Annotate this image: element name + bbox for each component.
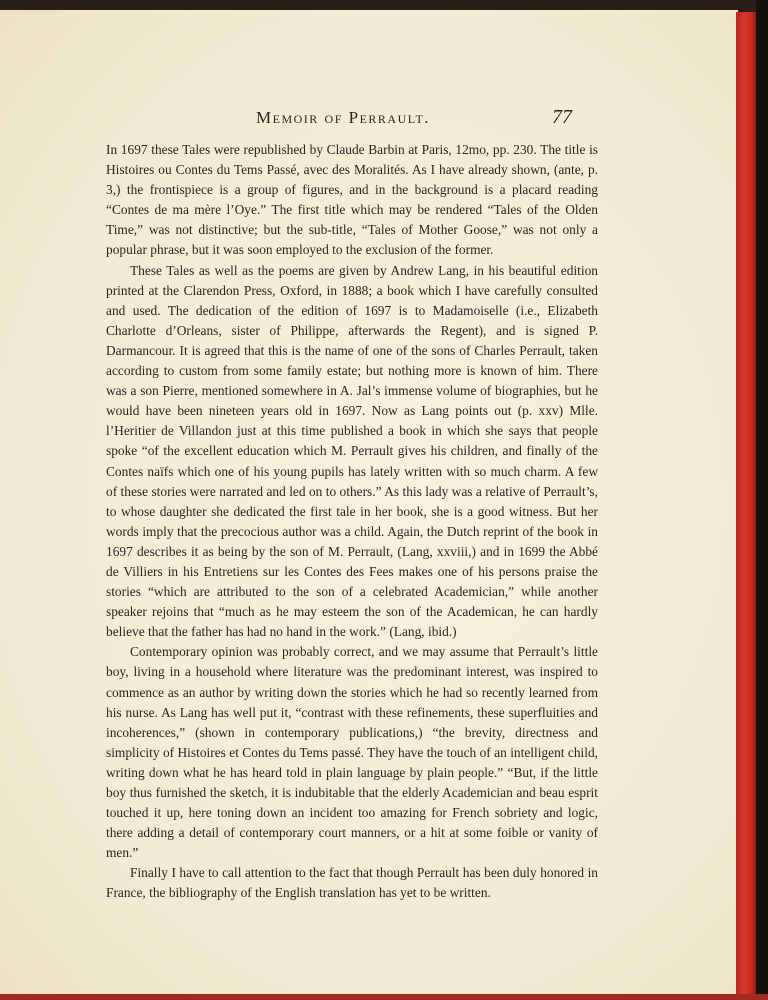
- paragraph-1: In 1697 these Tales were republished by Claude Barbin at Paris, 12mo, pp. 230. The title is Histoires ou Contes du Tems Passé, avec des Moralités. As I have already shown, (ante, p. 3,) the frontispiece is a group of figures, and in the background is a placard reading “Contes de ma mère l’Oye.” The first title which may be rendered “Tales of the Olden Time,” was not distinctive; but the sub-title, “Tales of Mother Goose,” was not only a popular phrase, but it was soon employed to the exclusion of the former.: [106, 142, 598, 258]
- book-cover-edge: [756, 0, 768, 1000]
- paragraph-3: Contemporary opinion was probably correct, and we may assume that Perrault’s little boy, living in a household where literature was the predominant interest, was inspired to commence as an author by writing down the stories which he had so recently learned from his nurse. As Lang has well put it, “contrast with these refinements, these superfluities and incoherences,” (shown in contemporary publications,) “the brevity, directness and simplicity of Histoires et Contes du Tems passé. They have the touch of an intelligent child, writing down what he has heard told in plain language by plain people.” “But, if the little boy thus furnished the sketch, it is indubitable that the elderly Academician and beau esprit touched it up, here toning down an incident too amazing for French sobriety and logic, there adding a detail of contemporary court manners, or a hit at some foible or vanity of men.”: [106, 644, 598, 861]
- body-text: [106, 140, 598, 904]
- paragraph-2: These Tales as well as the poems are given by Andrew Lang, in his beautiful edition printed at the Clarendon Press, Oxford, in 1888; a book which I have carefully consulted and used. The dedication of the edition of 1697 is to Madamoiselle (i.e., Elizabeth Charlotte d’Orleans, sister of Philippe, afterwards the Regent), and is signed P. Darmancour. It is agreed that this is the name of one of the sons of Charles Perrault, taken according to custom from some family estate; but nothing more is known of him. There was a son Pierre, mentioned somewhere in A. Jal’s immense volume of biographies, but he would have been nineteen years old in 1697. Now as Lang points out (p. xxv) Mlle. l’Heritier de Villandon just at this time published a book in which she says that people spoke “of the excellent education which M. Perrault gives his children, and finally of the Contes naïfs which one of his young pupils has lately written with so much charm. A few of these stories were narrated and led on to others.” As this lady was a relative of Perrault’s, to whose daughter she dedicated the first tale in her book, she is a good witness. But her words imply that the precocious author was a child. Again, the Dutch reprint of the book in 1697 describes it as being by the son of M. Perrault, (Lang, xxviii,) and in 1699 the Abbé de Villiers in his Entretiens sur les Contes des Fees makes one of his persons praise the stories “which are attributed to the son of a celebrated Academician,” while another speaker rejoins that “much as he may esteem the son of the Academican, he can hardly believe that the father has had no hand in the work.” (Lang, ibid.): [106, 262, 598, 640]
- running-title: Memoir of Perrault.: [256, 108, 431, 127]
- bottom-page-edge: [0, 994, 768, 1000]
- page-number: 77: [552, 106, 572, 128]
- red-page-edge: [736, 12, 756, 994]
- paragraph-4: Finally I have to call attention to the fact that though Perrault has been duly honored in France, the bibliography of the English translation has yet to be written.: [106, 865, 598, 901]
